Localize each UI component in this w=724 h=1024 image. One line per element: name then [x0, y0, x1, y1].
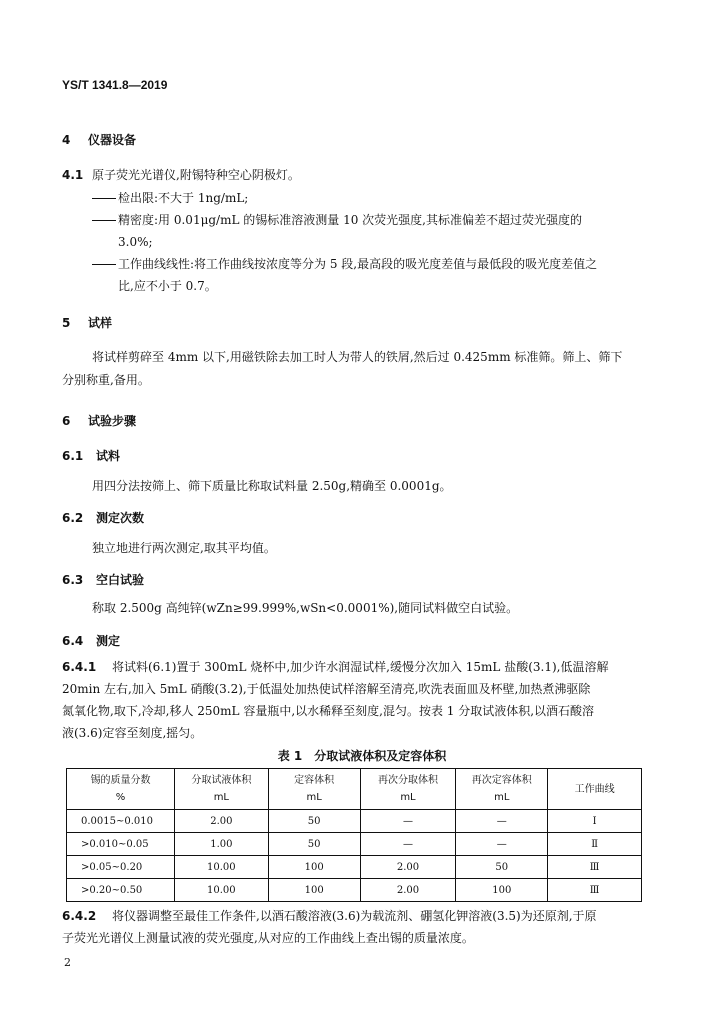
section-heading-6: 6 试验步骤	[62, 414, 137, 428]
table-cell: —	[456, 810, 548, 833]
para-6-2: 独立地进行两次测定,取其平均值。	[92, 541, 276, 555]
table-cell: 100	[456, 879, 548, 902]
section-heading-5: 5 试样	[62, 316, 113, 330]
table-row	[67, 879, 642, 902]
para-5-line1: 将试样剪碎至 4mm 以下,用磁铁除去加工时人为带人的铁屑,然后过 0.425mm 标准筛。筛上、筛下	[92, 350, 623, 364]
table-cell: 2.00	[360, 856, 456, 879]
section-heading-6-2: 6.2 测定次数	[62, 511, 145, 525]
table-cell: Ⅰ	[548, 810, 642, 833]
dash-item-detection-limit: 检出限:不大于 1ng/mL;	[92, 187, 248, 209]
para-6-4-1-line1: 6.4.1 将试料(6.1)置于 300mL 烧杯中,加少许水润湿试样,缓慢分次加入 15mL 盐酸(3.1),低温溶解	[62, 660, 609, 674]
table-cell: 2.00	[360, 879, 456, 902]
table-cell: —	[456, 833, 548, 856]
dash-item-linearity-cont: 比,应不小于 0.7。	[118, 279, 217, 293]
para-6-4-1-line2: 20min 左右,加入 5mL 硝酸(3.2),于低温处加热使试样溶解至清亮,吹洗表面皿及杯壁,加热煮沸驱除	[62, 682, 591, 696]
table-cell: >0.05~0.20	[67, 856, 175, 879]
dash-item-precision: 精密度:用 0.01μg/mL 的锡标准溶液测量 10 次荧光强度,其标准偏差不超过荧光强度的	[92, 209, 582, 231]
table-cell: Ⅱ	[548, 833, 642, 856]
clause-4-1: 4.1 原子荧光光谱仪,附锡特种空心阴极灯。	[62, 168, 300, 182]
table-cell: Ⅲ	[548, 879, 642, 902]
col-header-second-aliquot: 再次分取体积 mL	[360, 769, 456, 810]
para-6-4-2-line1: 6.4.2 将仪器调整至最佳工作条件,以酒石酸溶液(3.6)为载流剂、硼氢化钾溶液(3.5)为还原剂,于原	[62, 909, 597, 923]
table-cell: 10.00	[174, 856, 268, 879]
table-cell: 0.0015~0.010	[67, 810, 175, 833]
para-6-1: 用四分法按筛上、筛下质量比称取试料量 2.50g,精确至 0.0001g。	[92, 479, 452, 493]
table-title: 表 1 分取试液体积及定容体积	[277, 749, 447, 763]
table-cell: Ⅲ	[548, 856, 642, 879]
col-header-second-final-volume: 再次定容体积 mL	[456, 769, 548, 810]
table-cell: >0.010~0.05	[67, 833, 175, 856]
table-cell: 10.00	[174, 879, 268, 902]
col-header-mass-fraction: 锡的质量分数 %	[67, 769, 175, 810]
page-number: 2	[64, 956, 71, 969]
para-6-3: 称取 2.500g 高纯锌(wZn≥99.999%,wSn<0.0001%),随同试料做空白试验。	[92, 601, 519, 615]
table-cell: 50	[268, 810, 360, 833]
table-cell: 50	[268, 833, 360, 856]
para-6-4-2-line2: 子荧光光谱仪上测量试液的荧光强度,从对应的工作曲线上查出锡的质量浓度。	[62, 931, 474, 945]
table-cell: —	[360, 833, 456, 856]
table-cell: >0.20~0.50	[67, 879, 175, 902]
col-header-final-volume: 定容体积 mL	[268, 769, 360, 810]
para-6-4-1-line4: 液(3.6)定容至刻度,摇匀。	[62, 726, 203, 740]
dash-item-linearity: 工作曲线线性:将工作曲线按浓度等分为 5 段,最高段的吸光度差值与最低段的吸光度差值之	[92, 253, 597, 275]
table-row	[67, 833, 642, 856]
section-heading-6-3: 6.3 空白试验	[62, 573, 145, 587]
table-header-row	[67, 769, 642, 810]
standard-number: YS/T 1341.8—2019	[62, 78, 168, 92]
col-header-aliquot-volume: 分取试液体积 mL	[174, 769, 268, 810]
table-cell: 50	[456, 856, 548, 879]
table-cell: 1.00	[174, 833, 268, 856]
table-cell: 2.00	[174, 810, 268, 833]
table-cell: 100	[268, 856, 360, 879]
para-5-line2: 分别称重,备用。	[62, 373, 150, 387]
table-row	[67, 856, 642, 879]
section-heading-6-4: 6.4 测定	[62, 634, 121, 648]
volume-table	[66, 768, 642, 902]
table-cell: 100	[268, 879, 360, 902]
table-cell: —	[360, 810, 456, 833]
table-row	[67, 810, 642, 833]
dash-item-precision-cont: 3.0%;	[118, 235, 153, 249]
section-heading-4: 4 仪器设备	[62, 133, 137, 147]
col-header-working-curve: 工作曲线	[548, 769, 642, 810]
section-heading-6-1: 6.1 试料	[62, 449, 121, 463]
para-6-4-1-line3: 氮氧化物,取下,冷却,移人 250mL 容量瓶中,以水稀释至刻度,混匀。按表 1 分取试液体积,以酒石酸溶	[62, 704, 595, 718]
